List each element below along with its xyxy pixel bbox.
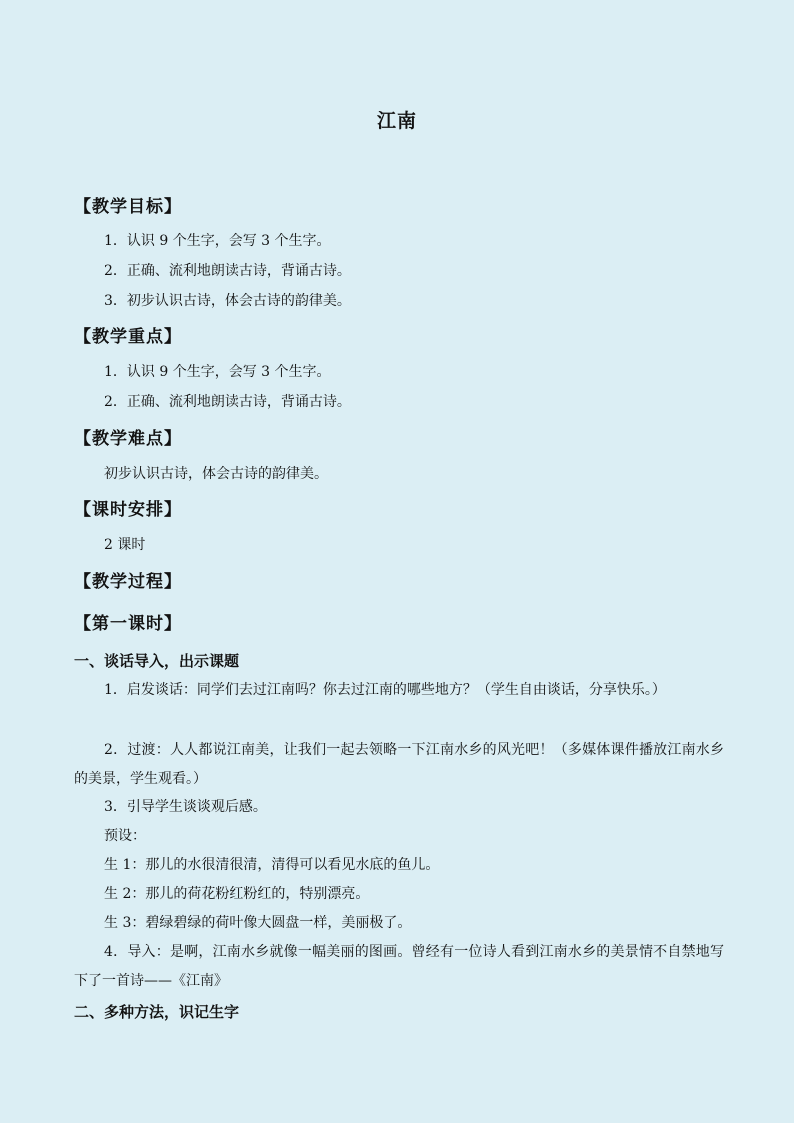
student-answer-2: 生 2：那儿的荷花粉红粉红的，特别漂亮。 [104,886,370,902]
goal-item-1: 1．认识 9 个生字，会写 3 个生字。 [104,233,331,249]
section-1-title: 一、谈话导入，出示课题 [74,652,240,670]
schedule-text: 2 课时 [104,537,146,553]
heading-process: 【教学过程】 [74,572,182,592]
heading-key-points: 【教学重点】 [74,327,182,347]
section-1-paragraph-1: 1．启发谈话：同学们去过江南吗？你去过江南的哪些地方？（学生自由谈话，分享快乐。） [104,682,666,698]
key-point-2: 2．正确、流利地朗读古诗，背诵古诗。 [104,394,351,410]
heading-teaching-goals: 【教学目标】 [74,197,182,217]
document-title: 江南 [376,110,417,132]
heading-schedule: 【课时安排】 [74,500,182,520]
section-1-paragraph-4: 4．导入：是啊，江南水乡就像一幅美丽的图画。曾经有一位诗人看到江南水乡的美景情不自禁地写下了一首诗——《江南》 [74,944,724,989]
section-1-paragraph-2: 2．过渡：人人都说江南美，让我们一起去领略一下江南水乡的风光吧！（多媒体课件播放江南水乡的美景，学生观看。） [74,742,724,787]
key-point-1: 1．认识 9 个生字，会写 3 个生字。 [104,364,331,380]
goal-item-3: 3．初步认识古诗，体会古诗的韵律美。 [104,293,351,309]
student-answer-3: 生 3：碧绿碧绿的荷叶像大圆盘一样，美丽极了。 [104,915,412,931]
preset-label: 预设： [104,828,146,844]
goal-item-2: 2．正确、流利地朗读古诗，背诵古诗。 [104,263,351,279]
section-1-paragraph-3: 3．引导学生谈谈观后感。 [104,799,267,815]
student-answer-1: 生 1：那儿的水很清很清，清得可以看见水底的鱼儿。 [104,857,440,873]
section-2-title: 二、多种方法，识记生字 [74,1003,240,1021]
heading-first-lesson: 【第一课时】 [74,614,182,634]
difficulty-text: 初步认识古诗，体会古诗的韵律美。 [104,466,328,482]
heading-difficulty: 【教学难点】 [74,429,182,449]
